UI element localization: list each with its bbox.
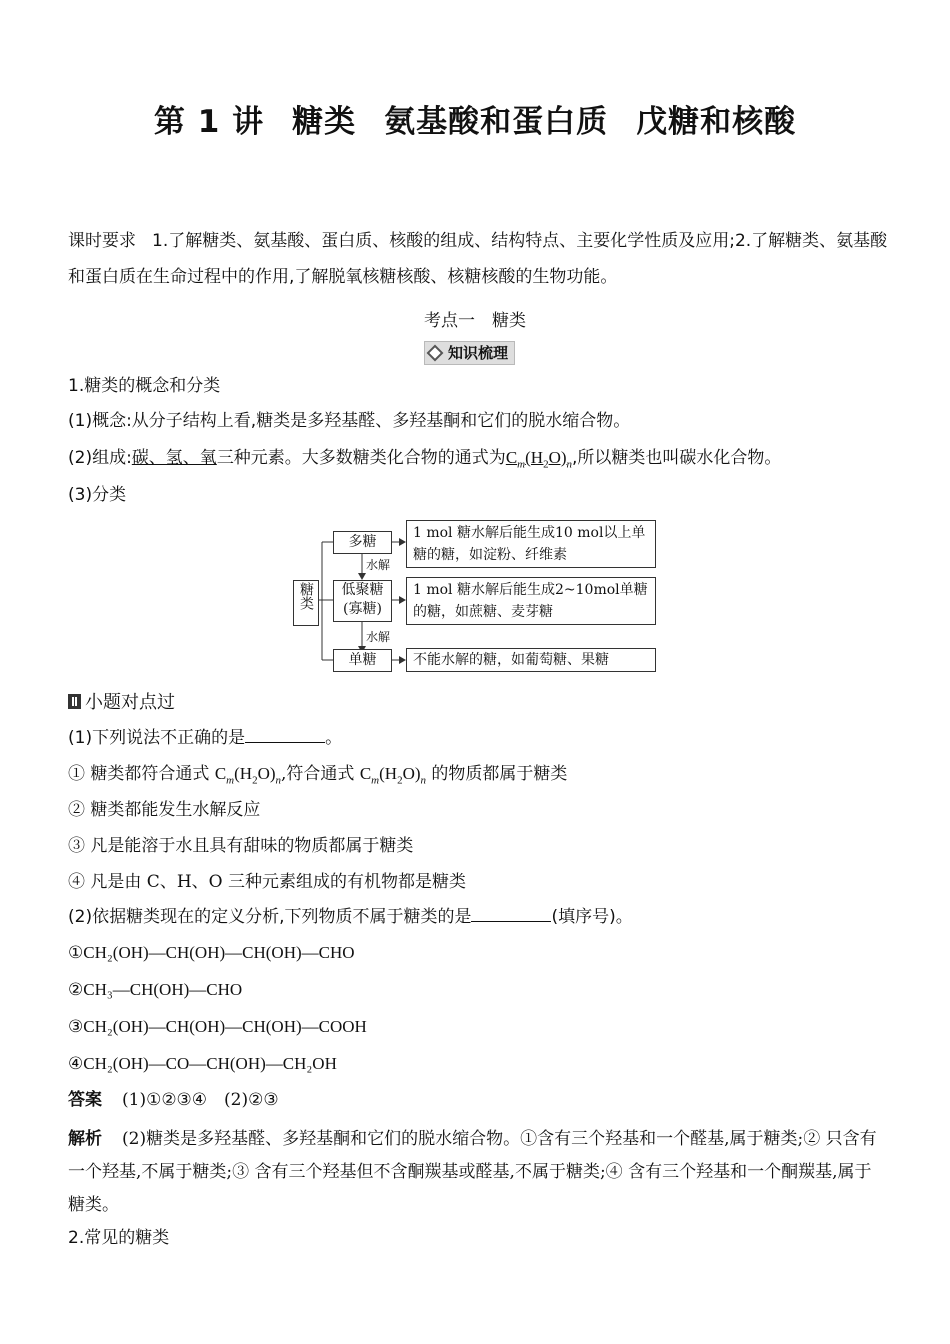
question-2 [68,906,633,928]
classification-diagram [290,518,660,674]
oligosaccharide-description: 1 mol 糖水解后能生成2~10mol单糖的糖，如蔗糖、麦芽糖 [406,577,656,625]
question-1-text: (1)下列说法不正确的是 [68,728,246,748]
knowledge-badge [424,341,515,365]
option-4: ④ 凡是由 C、H、O 三种元素组成的有机物都是糖类 [68,872,466,892]
formula-option-3: ③CH₂(OH)—CH(OH)—CH(OH)—COOH [68,1017,367,1036]
answer-text: (1)①②③④ (2)②③ [122,1090,279,1110]
polysaccharide-description: 1 mol 糖水解后能生成10 mol以上单糖的糖，如淀粉、纤维素 [406,520,656,568]
composition-label: (2)组成: [68,448,132,468]
title-part: 第 1 讲 [153,104,265,140]
oligo-label: 低聚糖 [341,582,384,598]
option-3: ③ 凡是能溶于水且具有甜味的物质都属于糖类 [68,836,414,856]
hydrolysis-label: 水解 [366,630,391,644]
concept-text: (1)概念:从分子结构上看,糖类是多羟基醛、多羟基酮和它们的脱水缩合物。 [68,411,631,431]
elements-underlined: 碳、氢、氧 [131,448,217,468]
option-1-c: 的物质都属于糖类 [426,764,568,784]
title-part: 戊糖和核酸 [636,104,797,140]
question-2-text: (2)依据糖类现在的定义分析,下列物质不属于糖类的是 [68,907,472,927]
composition-middle: 三种元素。大多数糖类化合物的通式为 [216,448,506,468]
quiz-heading [68,688,175,714]
oligo-alt-label: (寡糖) [343,601,382,617]
analysis-text: (2)糖类是多羟基醛、多羟基酮和它们的脱水缩合物。①含有三个羟基和一个醛基,属于糖类;② 只含有一个羟基,不属于糖类;③ 含有三个羟基但不含酮羰基或醛基,不属于糖类;④ 含有三个羟基和一个酮羰基,属于糖类。 [68,1129,877,1215]
subsection-heading: 1.糖类的概念和分类 [68,376,221,396]
formula-option-4: ④CH₂(OH)—CO—CH(OH)—CH₂OH [68,1054,337,1073]
diamond-icon [427,345,444,362]
requirement-text: 1.了解糖类、氨基酸、蛋白质、核酸的组成、结构特点、主要化学性质及应用;2.了解糖类、氨基酸和蛋白质在生命过程中的作用,了解脱氧核糖核酸、核糖核酸的生物功能。 [68,231,888,287]
classify-text: (3)分类 [68,485,127,505]
question-1 [68,727,342,749]
analysis-paragraph [68,1123,888,1222]
polysaccharide-box: 多糖 [333,531,392,554]
option-1-a: ① 糖类都符合通式 [68,764,215,784]
page-title [0,96,950,141]
question-1-end: 。 [325,728,343,748]
badge-label: 知识梳理 [448,344,509,362]
answer-blank [471,907,551,922]
title-part: 氨基酸和蛋白质 [384,104,609,140]
title-part: 糖类 [292,104,357,140]
composition-end: ,所以糖类也叫碳水化合物。 [572,448,782,468]
monosaccharide-description: 不能水解的糖，如葡萄糖、果糖 [406,648,656,672]
course-requirement [68,223,888,295]
answer-label: 答案 [68,1090,102,1110]
general-formula: $C_m(H_2O)_n$ [505,448,573,471]
root-box [293,580,319,626]
formula-option-1: ①CH₂(OH)—CH(OH)—CH(OH)—CHO [68,943,355,962]
monosaccharide-box: 单糖 [333,649,392,672]
subsection-heading-2: 2.常见的糖类 [68,1228,170,1248]
section-heading: 考点一 糖类 [424,311,526,331]
answer-line [68,1089,279,1111]
root-label: 糖类 [298,582,314,610]
requirement-label: 课时要求 [68,231,136,251]
composition-text [68,447,781,475]
analysis-label: 解析 [68,1129,102,1149]
answer-blank [245,728,325,743]
option-2: ② 糖类都能发生水解反应 [68,800,261,820]
formula-1: $C_m(H_2O)_n$ [214,764,282,787]
option-1-b: ,符合通式 [281,764,360,784]
formula-option-2: ②CH₃—CH(OH)—CHO [68,980,243,999]
question-2-end: (填序号)。 [551,907,633,927]
quiz-heading-label: 小题对点过 [85,692,175,713]
hydrolysis-label: 水解 [366,558,391,572]
quiz-icon [68,694,81,709]
option-1 [68,763,567,791]
formula-2: $C_m(H_2O)_n$ [359,764,427,787]
oligosaccharide-box [333,580,392,622]
